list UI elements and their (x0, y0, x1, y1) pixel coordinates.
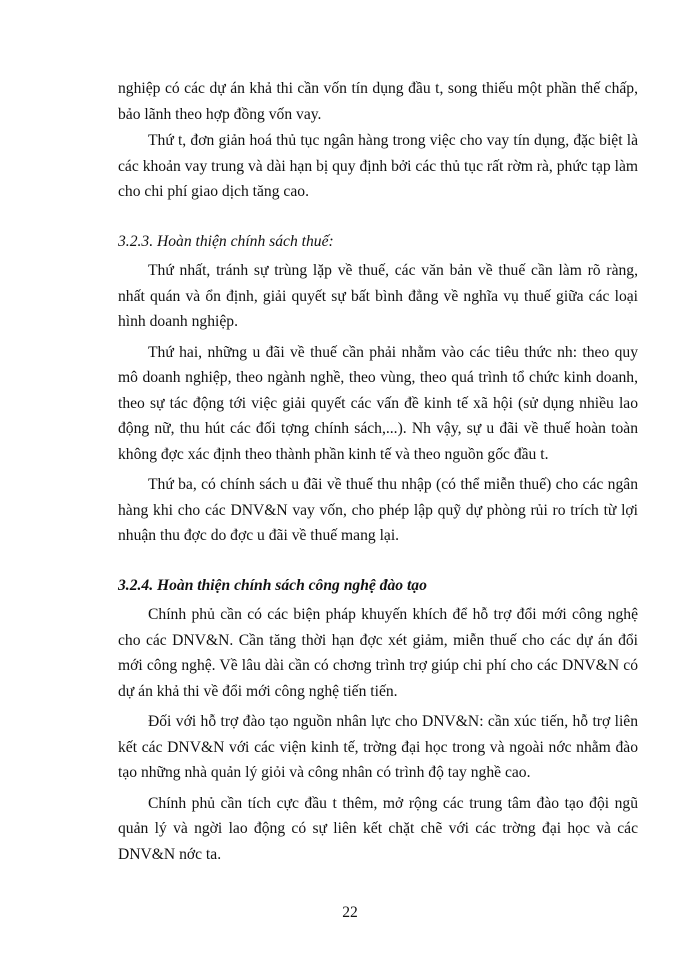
paragraph-tax-second: Thứ hai, những u đãi về thuế cần phải nhằm vào các tiêu thức nh: theo quy mô doanh nghiệp, theo ngành nghề, theo vùng, theo quá trình tổ chức kinh doanh, theo sự tác động tới việc giải quyết các vấn đề kinh tế xã hội (sử dụng nhiều lao động nữ, thu hút các đối tợng chính sách,...). Nh vậy, sự u đãi về thuế hoàn toàn không đợc xác định theo thành phần kinh tế và theo nguồn gốc đầu t. (118, 343, 638, 463)
page-number: 22 (342, 904, 358, 921)
paragraph-fourth-point: Thứ t, đơn giản hoá thủ tục ngân hàng trong việc cho vay tín dụng, đặc biệt là các khoản vay trung và dài hạn bị quy định bởi các thủ tục rất rờm rà, phức tạp làm cho chi phí giao dịch tăng cao. (118, 132, 638, 200)
paragraph-government-investment: Chính phủ cần tích cực đầu t thêm, mở rộng các trung tâm đào tạo đội ngũ quản lý và ngời lao động có sự liên kết chặt chẽ với các trờng đại học và các DNV&N nớc ta. (118, 794, 638, 863)
paragraph-tax-third: Thứ ba, có chính sách u đãi về thuế thu nhập (có thể miễn thuế) cho các ngân hàng khi cho các DNV&N vay vốn, cho phép lập quỹ dự phòng rủi ro trích từ lợi nhuận thu đợc do đợc u đãi về thuế mang lại. (118, 476, 638, 544)
section-heading-technology-training: 3.2.4. Hoàn thiện chính sách công nghệ đào tạo (118, 576, 427, 594)
paragraph-tax-first: Thứ nhất, tránh sự trùng lặp về thuế, các văn bản về thuế cần làm rõ ràng, nhất quán và ổn định, giải quyết sự bất bình đẳng về nghĩa vụ thuế giữa các loại hình doanh nghiệp. (118, 262, 638, 330)
page-body (118, 76, 638, 872)
paragraph-continuation: nghiệp có các dự án khả thi cần vốn tín dụng đầu t, song thiếu một phần thế chấp, bảo lãnh theo hợp đồng vốn vay. (118, 80, 638, 123)
paragraph-technology-support: Chính phủ cần có các biện pháp khuyến khích để hỗ trợ đổi mới công nghệ cho các DNV&N. Cần tăng thời hạn đợc xét giảm, miễn thuế cho các dự án đổi mới công nghệ. Về lâu dài cần có chơng trình trợ giúp chi phí cho các DNV&N có dự án khả thi về đổi mới công nghệ tiến tiến. (118, 606, 638, 700)
section-heading-tax-policy: 3.2.3. Hoàn thiện chính sách thuế: (118, 232, 334, 250)
paragraph-training-support: Đối với hỗ trợ đào tạo nguồn nhân lực cho DNV&N: cần xúc tiến, hỗ trợ liên kết các DNV&N với các viện kinh tế, trờng đại học trong và ngoài nớc nhằm đào tạo những nhà quản lý giỏi và công nhân có trình độ tay nghề cao. (118, 713, 638, 781)
